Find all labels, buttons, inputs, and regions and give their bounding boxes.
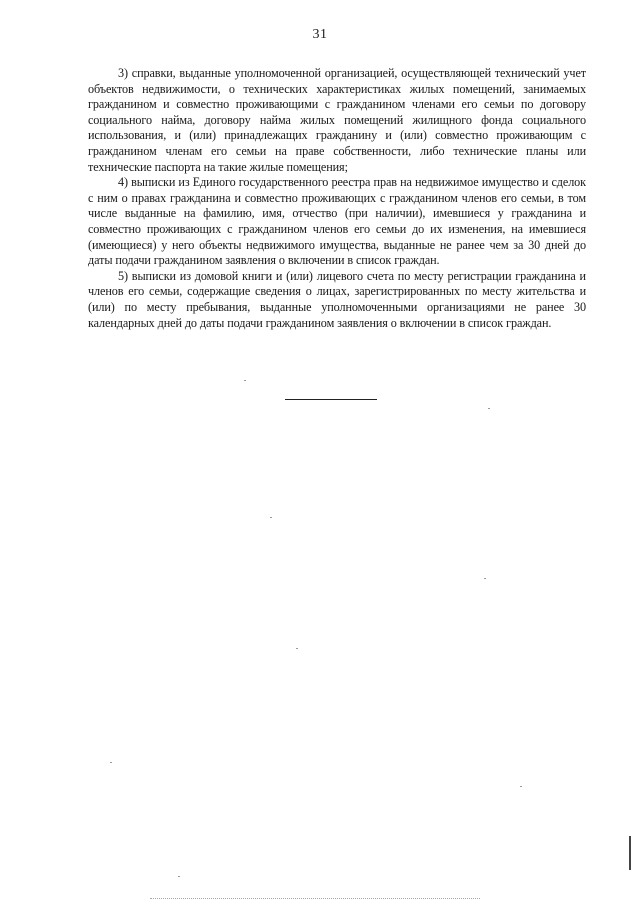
page-number: 31 [312, 27, 328, 42]
scan-edge-mark [629, 836, 631, 870]
scan-speck [520, 786, 522, 787]
scan-speck [296, 648, 298, 649]
scan-speck [484, 578, 486, 579]
scan-speck [178, 876, 180, 877]
scan-speck [270, 517, 272, 518]
end-separator-line [285, 399, 377, 400]
scan-bottom-noise [150, 898, 480, 900]
paragraph-item-4: 4) выписки из Единого государственного реестра прав на недвижимое имущество и сделок с ним о правах гражданина и совместно проживающих с гражданином членов его семьи, в том числе выданные на фамилию, имя, отчество (при наличии), имевшиеся у гражданина и совместно проживающих с гражданином членов его семьи до их изменения, на имевшиеся (имеющиеся) у него объекты недвижимого имущества, выданные не ранее чем за 30 дней до даты подачи гражданином заявления о включении в список граждан. [88, 175, 586, 268]
scan-speck [110, 762, 112, 763]
document-body [88, 66, 586, 331]
paragraph-item-3: 3) справки, выданные уполномоченной организацией, осуществляющей технический учет объектов недвижимости, о технических характеристиках жилых помещений, занимаемых гражданином и совместно проживающими с гражданином членами его семьи по договору социального найма, договору найма жилых помещений жилищного фонда социального использования, и (или) принадлежащих гражданину и (или) совместно проживающим с гражданином членам его семьи на праве собственности, либо технические планы или технические паспорта на такие жилые помещения; [88, 66, 586, 174]
scan-speck [488, 408, 490, 409]
scan-speck [244, 380, 246, 381]
paragraph-item-5: 5) выписки из домовой книги и (или) лицевого счета по месту регистрации гражданина и членов его семьи, содержащие сведения о лицах, зарегистрированных по месту жительства и (или) по месту пребывания, выданные уполномоченными организациями не ранее 30 календарных дней до даты подачи гражданином заявления о включении в список граждан. [88, 268, 586, 330]
